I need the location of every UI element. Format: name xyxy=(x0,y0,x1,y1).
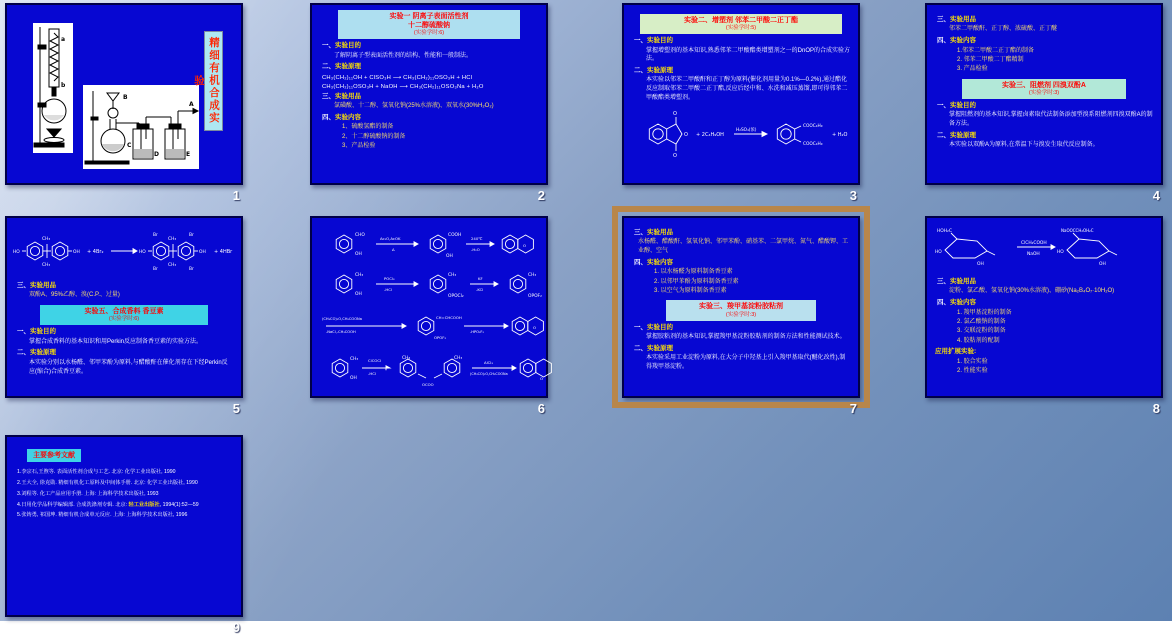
section-number: 三、 xyxy=(322,92,335,100)
scheme-label: CH₃ xyxy=(42,237,51,242)
reference-entry xyxy=(17,501,231,510)
scheme-label: Δ xyxy=(392,247,395,252)
scheme-label: Ac₂O,AcOK xyxy=(380,236,401,241)
scheme-label: HO xyxy=(13,250,20,255)
scheme-label: 240℃ xyxy=(471,236,483,241)
scheme-label: Br xyxy=(189,233,194,238)
scheme-ester-label: COOC₄H₉ xyxy=(803,123,823,129)
scheme-label: Br xyxy=(153,233,158,238)
reference-publisher-highlight: 轻工业出版社 xyxy=(128,501,160,508)
scheme-label: OPOF₂ xyxy=(528,294,542,299)
experiment5-title: 实验五、合成香料 香豆素 xyxy=(84,308,164,316)
section-heading-principle: 实验原理 xyxy=(647,344,673,352)
slide-thumbnail-1[interactable] xyxy=(5,3,243,185)
scheme-label: OCOO xyxy=(422,382,434,387)
principle-text: 本实验以邻苯二甲酸酐和正丁醇为原料(催化剂用量为0.1%—0.2%),通过酯化反应制取邻苯二甲酸二正丁酯,反应后经中和、水洗和减压蒸馏,即可得邻苯二甲酸酯类增塑剂。 xyxy=(646,77,848,101)
tbbpa-reaction-scheme xyxy=(11,228,241,279)
principle-text: 本实验以双酚A为原料,在常温下与溴发生取代反应制备。 xyxy=(949,142,1099,149)
reaction-equation-1: CH₃(CH₂)₁₁OH + ClSO₃H ⟶ CH₃(CH₂)₁₁OSO₃H + HCl xyxy=(322,74,473,81)
experiment1-title-box xyxy=(338,10,521,39)
supplies-text: 氯磺酸、十二醇、氢氧化钠(25%水溶液)、双氧水(30%H₂O₂) xyxy=(334,103,494,110)
scheme-label: -HCl xyxy=(368,371,376,376)
scheme-label: (CH₃CO)₂O,CH₃COONa xyxy=(470,372,508,376)
experiment3-hours: (实验学时:3) xyxy=(1028,89,1060,96)
slide-number: 1 xyxy=(232,188,240,203)
scheme-label: CH₃ xyxy=(355,273,364,278)
section-heading-content: 实验内容 xyxy=(950,299,976,307)
scheme-label: (CH₃CO)₂O,CH₃COONa xyxy=(322,317,362,321)
experiment3-adhesive-title-box xyxy=(666,300,816,320)
section-heading-principle: 实验原理 xyxy=(647,67,673,75)
section-number: 一、 xyxy=(17,328,30,336)
section-number: 四、 xyxy=(322,114,335,122)
phthalate-reaction-scheme xyxy=(636,107,858,164)
distillation-apparatus-figure xyxy=(33,23,73,153)
content-item: 1. 胶合实验 xyxy=(957,358,988,365)
section-heading-supplies: 实验用品 xyxy=(950,278,976,285)
experiment5-title-box xyxy=(40,305,208,325)
section-heading-principle: 实验原理 xyxy=(30,349,56,357)
scheme-label: ClCOCl xyxy=(368,358,382,363)
scheme-label: OH xyxy=(446,254,453,259)
scheme-label: CH₃ xyxy=(448,273,457,278)
scheme-water-label: + H₂O xyxy=(832,131,848,138)
reaction-equation-2: CH₃(CH₂)₁₁OSO₃H + NaOH ⟶ CH₃(CH₂)₁₁OSO₃Na + H₂O xyxy=(322,83,484,90)
apparatus-label-A: A xyxy=(189,101,194,108)
section-number: 三、 xyxy=(937,16,950,23)
section-number: 二、 xyxy=(937,131,950,139)
supplies-text: 水杨醛、醋酸酐、氢氧化钠、邻甲苯酚、硝基苯、二氯甲烷、氮气、醋酸钾、工业醇、空气 xyxy=(638,239,849,255)
experiment3-adhesive-title: 实验三、羧甲基淀粉胶粘剂 xyxy=(699,303,783,311)
apparatus-label-a: a xyxy=(61,36,66,43)
slide-number: 5 xyxy=(232,401,240,416)
scheme-label: OH xyxy=(350,376,357,381)
section-heading-principle: 实验原理 xyxy=(335,63,361,71)
section-number: 三、 xyxy=(937,278,950,285)
vertical-course-title: 精细有机合成实验 xyxy=(204,31,223,131)
scheme-label: CH₃ xyxy=(168,237,177,242)
scheme-label: KF xyxy=(478,276,483,281)
scheme-label: OPOCl₂ xyxy=(448,294,464,299)
section-heading-purpose: 实验目的 xyxy=(950,101,976,109)
apparatus-label-E: E xyxy=(186,151,191,158)
slide-number: 3 xyxy=(849,188,857,203)
section-number: 二、 xyxy=(634,344,647,352)
section-number: 二、 xyxy=(322,63,335,71)
reference-text: 4.日用化学品科学编辑部. 合成洗涤剂专辑. 北京: xyxy=(17,501,129,508)
experiment1-hours: (实验学时:6) xyxy=(413,30,445,37)
scheme-label: COOH xyxy=(448,233,462,238)
content-item: 1、硫酸氢酯的制备 xyxy=(342,124,394,131)
content-item: 1. 羧甲基淀粉的制备 xyxy=(957,309,1012,316)
experiment2-hours: (实验学时:5) xyxy=(725,25,757,32)
purpose-text: 掌握合成香料的基本知识和用Perkin反应制备香豆素的实验方法。 xyxy=(29,338,203,345)
section-number: 一、 xyxy=(937,101,950,109)
scheme-label: HO xyxy=(1057,250,1064,255)
carboxymethyl-starch-scheme xyxy=(933,226,1161,275)
experiment3-title: 实验三、阻燃剂 四溴双酚A xyxy=(1001,81,1086,89)
supplies-text: 邻苯二甲酸酐、正丁醇、浓硫酸、正丁醚 xyxy=(949,26,1058,33)
section-number: 四、 xyxy=(937,299,950,307)
section-heading-content: 实验内容 xyxy=(647,258,673,266)
apparatus-label-b: b xyxy=(61,82,66,89)
scheme-label: -HPO₂F₂ xyxy=(470,330,484,334)
scheme-label: HOH₂C xyxy=(937,229,952,234)
content-item: 1.邻苯二甲酸二正丁酯的制备 xyxy=(957,47,1035,54)
slide-thumbnail-6[interactable] xyxy=(310,216,548,398)
scheme-label: CH=CHCOOH xyxy=(436,315,462,320)
content-item: 2. 邻苯二甲酸二丁酯精制 xyxy=(957,56,1024,63)
apparatus-label-B: B xyxy=(123,94,128,101)
scheme-label: CH₃ xyxy=(402,356,411,361)
section-number: 四、 xyxy=(634,258,647,266)
content-item: 3、产品检验 xyxy=(342,143,376,150)
scheme-label: OH xyxy=(977,262,984,267)
reference-text: , 1994(1):52—59 xyxy=(159,501,199,508)
scheme-label: O xyxy=(540,376,543,381)
experiment1-title-line1: 实验一 阴离子表面活性剂 xyxy=(389,13,469,20)
slide-number: 4 xyxy=(1152,188,1160,203)
scheme-catalyst-label: H₂SO₄(浓) xyxy=(736,127,757,133)
scheme-o-label: O xyxy=(673,110,677,117)
scheme-label: OPOF₂ xyxy=(434,335,446,340)
scheme-label: OH xyxy=(355,292,362,297)
content-item: 3. 以空气为原料制备香豆素 xyxy=(654,288,727,295)
principle-text: 本实验采用工业淀粉为原料,在大分子中羟基上引入羧甲基取代(醚化改性),制得羧甲基淀粉。 xyxy=(646,355,846,370)
content-item: 1. 以水杨醛为原料制备香豆素 xyxy=(654,269,733,276)
purpose-text: 掌握增塑剂的基本知识,熟悉邻苯二甲酸酯类增塑剂之一的DnOP的合成实验方法。 xyxy=(646,47,851,63)
coumarin-synthesis-schemes xyxy=(314,220,546,401)
slide-thumbnail-2[interactable] xyxy=(310,3,548,185)
scheme-label: CH₃ xyxy=(528,273,537,278)
supplies-text: 双酚A、95%乙醇、溴(C.P.、过量) xyxy=(29,292,120,299)
scheme-label: OH xyxy=(73,250,80,255)
experiment3-adhesive-hours: (实验学时:3) xyxy=(725,311,757,318)
section-number: 一、 xyxy=(634,37,647,45)
scheme-label: NaOOCCH₂OH₂C xyxy=(1061,228,1094,233)
scheme-label: CHO xyxy=(355,233,365,238)
scheme-label: CH₃ xyxy=(42,263,51,268)
principle-text: 本实验分别以水杨醛、邻甲苯酚为原料,与醋酸酐在催化剂存在下经Perkin反应(缩合)合成香豆素。 xyxy=(29,359,228,375)
scheme-label: O xyxy=(523,243,526,248)
scheme-label: NaOH xyxy=(1027,252,1040,257)
slide-thumbnail-4[interactable] xyxy=(925,3,1163,185)
section-heading-content: 实验内容 xyxy=(335,114,361,122)
section-number: 二、 xyxy=(634,67,647,75)
experiment2-title-box xyxy=(640,14,841,34)
section-heading-purpose: 实验目的 xyxy=(647,37,673,45)
scheme-label: -KCl xyxy=(476,287,484,292)
slide-thumbnail-8[interactable] xyxy=(925,216,1163,398)
slide-thumbnail-9[interactable] xyxy=(5,435,243,617)
reference-entry: 3.刘程等. 化工产品应用手册. 上海: 上海科学技术出版社, 1993 xyxy=(17,490,159,497)
references-title-box xyxy=(27,449,81,462)
experiment5-hours: (实验学时:6) xyxy=(108,316,140,323)
scheme-o-label: O xyxy=(673,152,677,159)
reference-entry: 5.张铸勇, 祁国珅. 精细有机合成单元反应. 上海: 上海科学技术出版社, 1996 xyxy=(17,512,188,519)
scheme-label: + 4Br₂ xyxy=(87,249,104,255)
purpose-text: 掌握胶粘剂的基本知识,掌握羧甲基淀粉胶粘剂的制备方法和性能测试技术。 xyxy=(646,334,846,341)
scheme-label: AlCl₃ xyxy=(484,360,493,365)
section-heading-purpose: 实验目的 xyxy=(647,323,673,331)
content-item: 2. 以邻甲苯酚为原料制备香豆素 xyxy=(654,278,739,285)
content-item: 3. 交联淀粉的制备 xyxy=(957,328,1006,335)
slide-thumbnail-3[interactable] xyxy=(622,3,860,185)
section-number: 一、 xyxy=(322,42,335,50)
slide-thumbnail-5[interactable] xyxy=(5,216,243,398)
reference-entry: 2.王大全, 徐克勋. 精细有机化工原料及中间体手册. 北京: 化学工业出版社, 1990 xyxy=(17,479,198,486)
experiment2-title: 实验二、增塑剂 邻苯二甲酸二正丁酯 xyxy=(684,17,798,24)
content-item: 2. 性能实验 xyxy=(957,367,988,374)
references-title: 主要参考文献 xyxy=(33,452,75,459)
scheme-o-label: O xyxy=(684,131,688,138)
apparatus-label-C: C xyxy=(127,142,132,149)
supplies-text: 淀粉、氯乙酸、氢氧化钠(30%水溶液)、硼砂(Na₂B₄O₇·10H₂O) xyxy=(949,288,1115,295)
scheme-label: POCl₃ xyxy=(384,276,395,281)
scheme-reactant-label: + 2C₄H₉OH xyxy=(696,131,724,138)
scheme-label: -HCl xyxy=(384,287,392,292)
slide-number: 8 xyxy=(1152,401,1160,416)
scheme-label: CH₃ xyxy=(454,356,463,361)
experiment1-title-line2: 十二醇硫酸钠 xyxy=(407,22,450,30)
section-heading-supplies: 实验用品 xyxy=(950,16,976,23)
section-heading-principle: 实验原理 xyxy=(950,131,976,139)
scheme-label: Br xyxy=(189,267,194,272)
scheme-label: HO xyxy=(139,250,146,255)
section-number: 四、 xyxy=(937,37,950,45)
scheme-label: + 4HBr xyxy=(214,249,233,255)
purpose-text: 掌握阻燃剂的基本知识,掌握卤素取代法制备添加型溴系阻燃剂四溴双酚A的制备方法。 xyxy=(949,112,1153,128)
section-heading-supplies: 实验用品 xyxy=(335,92,361,100)
scheme-label: -NaCl,-CH₃COOH xyxy=(326,330,356,334)
slide-number: 2 xyxy=(537,188,545,203)
experiment3-title-box xyxy=(962,79,1126,99)
section-number: 一、 xyxy=(634,323,647,331)
scheme-label: OH xyxy=(199,250,206,255)
slide-number: 7 xyxy=(849,401,857,416)
scheme-label: Br xyxy=(153,267,158,272)
scheme-label: -H₂O xyxy=(471,247,480,252)
scheme-label: HO xyxy=(935,250,942,255)
content-item: 2. 氯乙酸钠的制备 xyxy=(957,318,1006,325)
slide-number: 6 xyxy=(537,401,545,416)
section-heading-extension: 应用扩展实验: xyxy=(935,348,977,356)
section-number: 三、 xyxy=(634,229,647,236)
reference-entry: 1.李宗石,王煦等. 表面活性剂合成与工艺. 北京: 化学工业出版社, 1990 xyxy=(17,469,176,476)
section-heading-supplies: 实验用品 xyxy=(647,229,673,236)
scheme-label: OH xyxy=(355,252,362,257)
section-number: 三、 xyxy=(17,282,30,289)
scheme-ester-label: COOC₄H₉ xyxy=(803,141,823,147)
purpose-text: 了解阴离子型表面活性剂的结构、性能和一般制法。 xyxy=(334,52,473,59)
section-number: 二、 xyxy=(17,349,30,357)
apparatus-label-D: D xyxy=(154,151,159,158)
scheme-label: O xyxy=(533,325,536,330)
scheme-label: OH xyxy=(1099,262,1106,267)
section-heading-supplies: 实验用品 xyxy=(30,282,56,289)
section-heading-content: 实验内容 xyxy=(950,37,976,45)
gas-washing-apparatus-figure xyxy=(83,85,199,169)
content-item: 4. 胶粘剂的配制 xyxy=(957,337,1000,344)
scheme-label: ClCH₂COOH xyxy=(1021,241,1047,246)
slide-number: 9 xyxy=(232,620,240,635)
scheme-label: CH₃ xyxy=(350,357,359,362)
content-item: 2、十二醇硫酸钠的制备 xyxy=(342,133,406,140)
slide-thumbnail-7-selected[interactable] xyxy=(622,216,860,398)
section-heading-purpose: 实验目的 xyxy=(30,328,56,336)
scheme-label: CH₃ xyxy=(168,263,177,268)
section-heading-purpose: 实验目的 xyxy=(335,42,361,50)
content-item: 3. 产品检验 xyxy=(957,66,988,73)
